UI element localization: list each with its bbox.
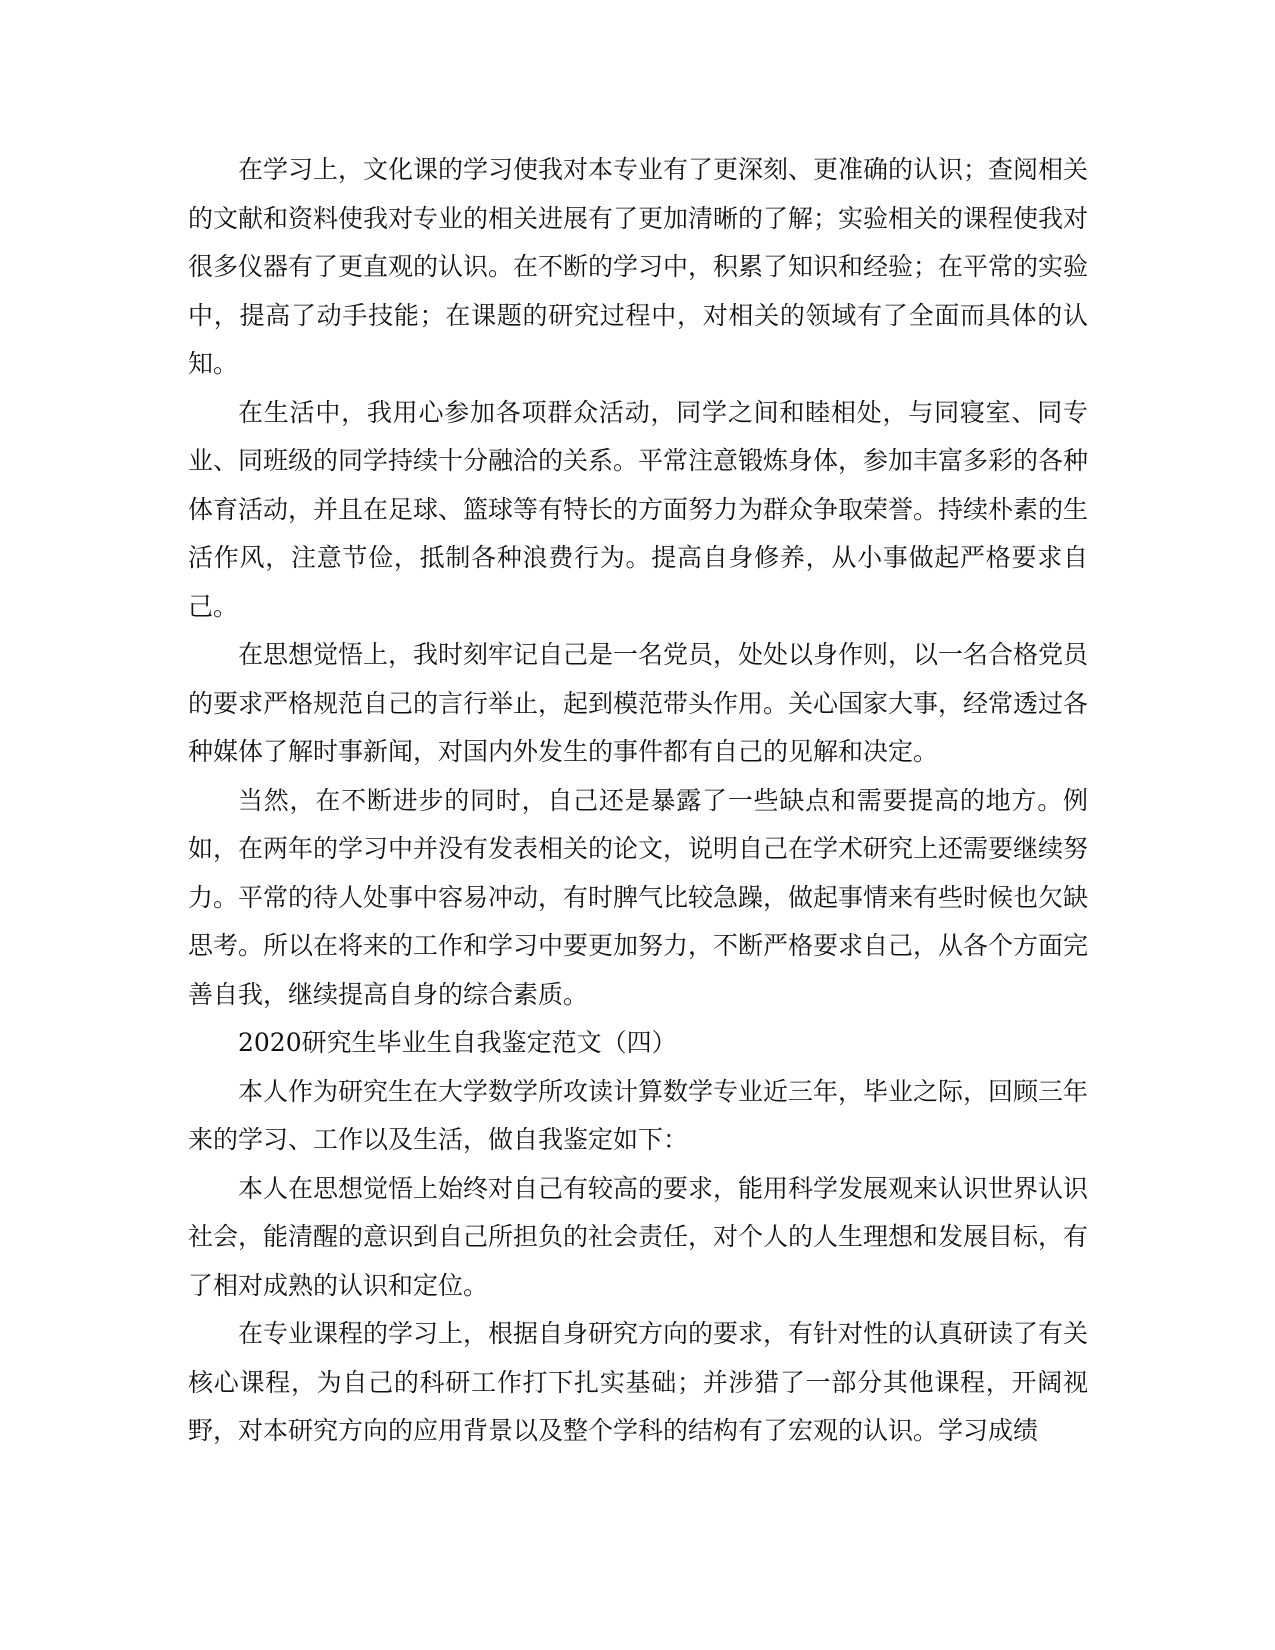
paragraph-shortcomings: 当然，在不断进步的同时，自己还是暴露了一些缺点和需要提高的地方。例如，在两年的学习中并没有发表相关的论文，说明自己在学术研究上还需要继续努力。平常的待人处事中容易冲动，有时脾气比较急躁，做起事情来有些时候也欠缺思考。所以在将来的工作和学习中要更加努力，不断严格要求自己，从各个方面完善自我，继续提高自身的综合素质。 — [188, 785, 1089, 1009]
paragraph-thought: 本人在思想觉悟上始终对自己有较高的要求，能用科学发展观来认识世界认识社会，能清醒的意识到自己所担负的社会责任，对个人的人生理想和发展目标，有了相对成熟的认识和定位。 — [188, 1173, 1089, 1300]
section-title: 2020研究生毕业生自我鉴定范文（四） — [238, 1028, 677, 1057]
document-body — [188, 146, 1088, 1456]
paragraph-life: 在生活中，我用心参加各项群众活动，同学之间和睦相处，与同寝室、同专业、同班级的同学持续十分融洽的关系。平常注意锻炼身体，参加丰富多彩的各种体育活动，并且在足球、篮球等有特长的方面努力为群众争取荣誉。持续朴素的生活作风，注意节俭，抵制各种浪费行为。提高自身修养，从小事做起严格要求自己。 — [188, 397, 1089, 621]
paragraph-intro: 本人作为研究生在大学数学所攻读计算数学专业近三年，毕业之际，回顾三年来的学习、工作以及生活，做自我鉴定如下： — [188, 1076, 1089, 1154]
paragraph-ideology: 在思想觉悟上，我时刻牢记自己是一名党员，处处以身作则，以一名合格党员的要求严格规范自己的言行举止，起到模范带头作用。关心国家大事，经常透过各种媒体了解时事新闻，对国内外发生的事件都有自己的见解和决定。 — [188, 640, 1089, 766]
paragraph-study: 在学习上，文化课的学习使我对本专业有了更深刻、更准确的认识；查阅相关的文献和资料使我对专业的相关进展有了更加清晰的了解；实验相关的课程使我对很多仪器有了更直观的认识。在不断的学习中，积累了知识和经验；在平常的实验中，提高了动手技能；在课题的研究过程中，对相关的领域有了全面而具体的认知。 — [188, 155, 1089, 378]
paragraph-courses: 在专业课程的学习上，根据自身研究方向的要求，有针对性的认真研读了有关核心课程，为自己的科研工作打下扎实基础；并涉猎了一部分其他课程，开阔视野，对本研究方向的应用背景以及整个学科的结构有了宏观的认识。学习成绩 — [188, 1319, 1089, 1445]
